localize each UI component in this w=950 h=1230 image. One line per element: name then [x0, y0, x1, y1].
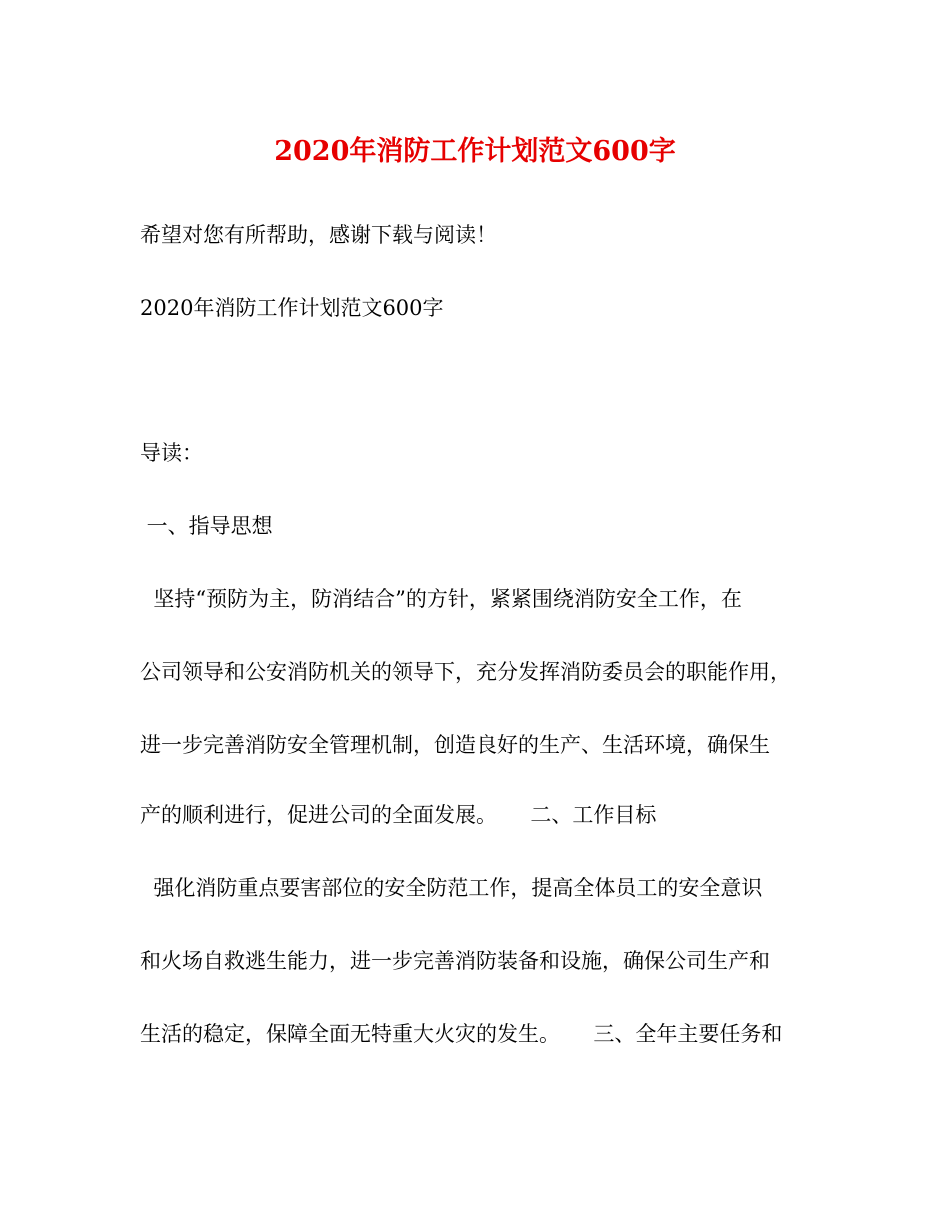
guide-heading: 导读：	[140, 441, 203, 465]
paragraph-line: 坚持“预防为主，防消结合”的方针，紧紧围绕消防安全工作，在	[140, 587, 742, 611]
section-1-heading: 一、指导思想	[140, 514, 273, 538]
intro-thanks-line: 希望对您有所帮助，感谢下载与阅读！	[140, 223, 497, 247]
paragraph-line: 产的顺利进行，促进公司的全面发展。 二、工作目标	[140, 803, 657, 827]
subtitle-line: 2020年消防工作计划范文600字	[140, 296, 444, 320]
document-title: 2020年消防工作计划范文600字	[274, 136, 676, 167]
paragraph-line: 强化消防重点要害部位的安全防范工作，提高全体员工的安全意识	[140, 876, 763, 900]
paragraph-line: 和火场自救逃生能力，进一步完善消防装备和设施，确保公司生产和	[140, 949, 770, 973]
paragraph-line: 生活的稳定，保障全面无特重大火灾的发生。 三、全年主要任务和	[140, 1022, 783, 1046]
paragraph-line: 公司领导和公安消防机关的领导下，充分发挥消防委员会的职能作用，	[140, 660, 791, 684]
paragraph-line: 进一步完善消防安全管理机制，创造良好的生产、生活环境，确保生	[140, 733, 770, 757]
